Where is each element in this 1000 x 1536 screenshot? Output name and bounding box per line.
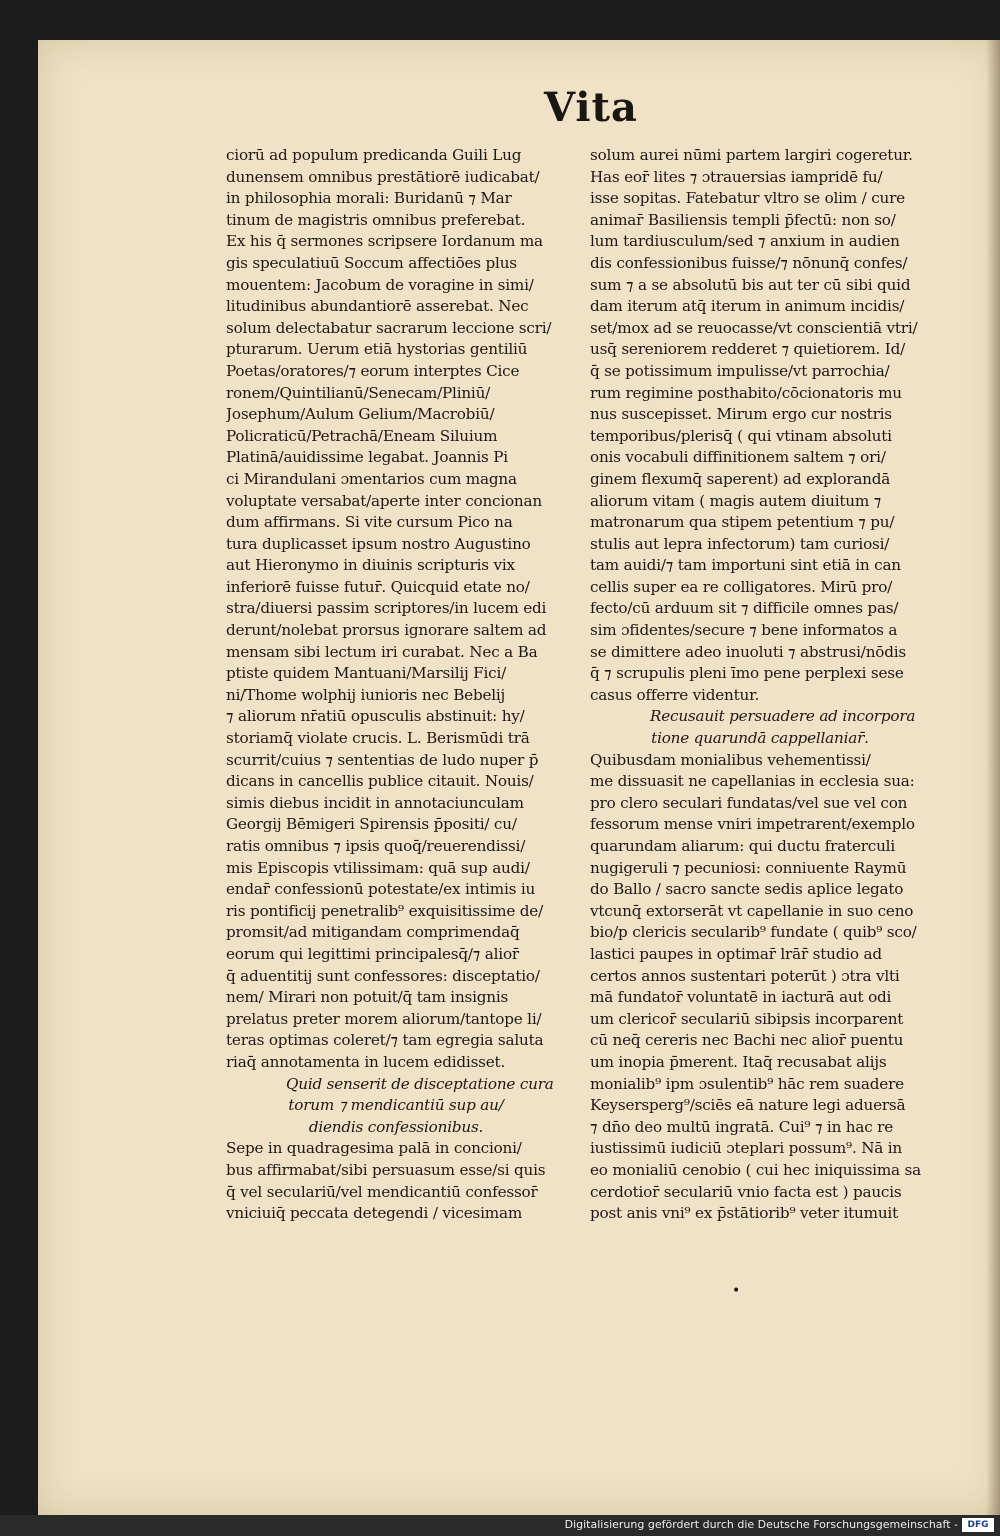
text-line: monialib⁹ ipm ɔsulentib⁹ hāc rem suadere bbox=[590, 1074, 904, 1093]
text-line: Josephum/Aulum Gelium/Macrobiū/ bbox=[226, 405, 495, 424]
text-line: dicans in cancellis publice citauit. Nouis/ bbox=[226, 772, 534, 791]
text-line: mā fundator̄ voluntatē in iacturā aut odi bbox=[590, 988, 892, 1007]
text-line: tinum de magistris omnibus preferebat. bbox=[226, 210, 526, 229]
text-line: aliorum vitam ( magis autem diuitum ⁊ bbox=[590, 491, 882, 510]
text-line: bus affirmabat/sibi persuasum esse/si quis bbox=[226, 1160, 546, 1179]
text-line: Quibusdam monialibus vehementissi/ bbox=[590, 750, 871, 769]
text-line: me dissuasit ne capellanias in ecclesia sua: bbox=[590, 772, 915, 791]
text-line: pturarum. Uerum etiā hystorias gentiliū bbox=[226, 340, 528, 359]
text-line: teras optimas coleret/⁊ tam egregia saluta bbox=[226, 1031, 544, 1050]
text-line: casus offerre videntur. bbox=[590, 685, 760, 704]
text-line: litudinibus abundantiorē asserebat. Nec bbox=[226, 297, 529, 316]
text-line: set/mox ad se reuocasse/vt conscientiā vtri/ bbox=[590, 318, 918, 337]
text-line: ronem/Quintilianū/Senecam/Pliniū/ bbox=[226, 383, 491, 402]
text-line: cerdotior̄ seculariū vnio facta est ) paucis bbox=[590, 1182, 902, 1201]
text-line: tam auidi/⁊ tam importuni sint etiā in can bbox=[590, 556, 901, 575]
text-line: ratis omnibus ⁊ ipsis quoq̄/reuerendissi/ bbox=[226, 837, 526, 855]
text-line: do Ballo / sacro sancte sedis aplice legato bbox=[590, 880, 904, 899]
text-line: ⁊ aliorum nr̄atiū opusculis abstinuit: hy/ bbox=[226, 707, 525, 726]
text-line: torum ⁊ mendicantiū sup au/ bbox=[288, 1096, 504, 1115]
text-line: solum delectabatur sacrarum leccione scri/ bbox=[226, 318, 552, 337]
text-line: isse sopitas. Fatebatur vltro se olim / cure bbox=[590, 189, 905, 208]
text-line: mouentem: Jacobum de voragine in simi/ bbox=[226, 275, 534, 294]
text-line: ciorū ad populum predicanda Guili Lug bbox=[226, 146, 522, 164]
text-line: lum tardiusculum/sed ⁊ anxium in audien bbox=[590, 232, 900, 251]
text-line: Recusauit persuadere ad incorpora bbox=[650, 707, 916, 726]
text-line: nem/ Mirari non potuit/q̄ tam insignis bbox=[226, 988, 509, 1007]
text-line: bio/p clericis secularib⁹ fundate ( quib⁹ sco/ bbox=[590, 923, 917, 942]
text-line: cū neq̄ cereris nec Bachi nec alior̄ puentu bbox=[590, 1031, 904, 1050]
text-line: aut Hieronymo in diuinis scripturis vix bbox=[226, 556, 515, 575]
text-line: onis vocabuli diffinitionem saltem ⁊ ori/ bbox=[590, 448, 886, 467]
text-line: Quid senserit de disceptatione cura bbox=[286, 1074, 554, 1093]
text-line: storiamq̄ violate crucis. L. Berismūdi trā bbox=[226, 729, 530, 748]
text-line: matronarum qua stipem petentium ⁊ pu/ bbox=[590, 513, 895, 532]
running-head: Vita bbox=[544, 84, 638, 131]
text-line: um clericor̄ seculariū sibipsis incorparent bbox=[590, 1009, 904, 1028]
text-line: voluptate versabat/aperte inter concionan bbox=[226, 491, 542, 510]
text-line: q̄ ⁊ scrupulis pleni īmo pene perplexi sese bbox=[590, 664, 904, 683]
text-line: sum ⁊ a se absolutū bis aut ter cū sibi quid bbox=[590, 275, 911, 294]
text-line: nugigeruli ⁊ pecuniosi: conniuente Raymū bbox=[590, 858, 907, 877]
text-line: mensam sibi lectum iri curabat. Nec a Ba bbox=[226, 642, 538, 661]
text-line: in philosophia morali: Buridanū ⁊ Mar bbox=[226, 189, 512, 208]
text-column-left bbox=[226, 145, 566, 1225]
text-line: endar̄ confessionū potestate/ex intimis iu bbox=[226, 880, 536, 899]
text-line: um inopia p̄merent. Itaq̄ recusabat alijs bbox=[590, 1052, 887, 1071]
text-line: inferiorē fuisse futur̄. Quicquid etate no/ bbox=[226, 577, 530, 596]
text-line: ⁊ dn̄o deo multū ingratā. Cui⁹ ⁊ in hac re bbox=[590, 1117, 894, 1136]
text-line: Poetas/oratores/⁊ eorum interptes Cice bbox=[226, 361, 520, 380]
text-line: eo monialiū cenobio ( cui hec iniquissima sa bbox=[590, 1160, 921, 1179]
text-line: Sepe in quadragesima palā in concioni/ bbox=[226, 1139, 522, 1158]
text-line: rum regimine posthabito/cōcionatoris mu bbox=[590, 383, 902, 402]
text-line: pro clero seculari fundatas/vel sue vel con bbox=[590, 793, 908, 812]
text-line: fessorum mense vniri impetrarent/exemplo bbox=[590, 815, 915, 834]
text-line: gis speculatiuū Soccum affectiōes plus bbox=[226, 253, 517, 272]
text-line: q̄ se potissimum impulisse/vt parrochia/ bbox=[590, 361, 890, 380]
text-line: post anis vni⁹ ex p̄stātiorib⁹ veter itumuit bbox=[590, 1204, 898, 1223]
text-line: animar̄ Basiliensis templi p̄fectū: non so/ bbox=[590, 210, 896, 229]
text-line: temporibus/plerisq̄ ( qui vtinam absoluti bbox=[590, 426, 892, 445]
text-line: tura duplicasset ipsum nostro Augustino bbox=[226, 534, 531, 553]
page-gutter-shadow bbox=[986, 40, 1000, 1515]
text-line: tione quarundā cappellaniar̄. bbox=[651, 729, 869, 748]
text-line: dum affirmans. Si vite cursum Pico na bbox=[226, 513, 513, 532]
text-line: Keysersperg⁹/sciēs eā nature legi aduersā bbox=[590, 1096, 906, 1115]
text-line: q̄ aduentitij sunt confessores: disceptatio/ bbox=[226, 966, 540, 985]
text-line: dunensem omnibus prestātiorē iudicabat/ bbox=[226, 167, 540, 186]
text-line: simis diebus incidit in annotaciunculam bbox=[226, 793, 524, 812]
text-line: solum aurei nūmi partem largiri cogeretur. bbox=[590, 146, 913, 164]
text-line: ni/Thome wolphij iunioris nec Bebelij bbox=[226, 685, 506, 704]
text-line: quarundam aliarum: qui ductu fraterculi bbox=[590, 837, 895, 855]
text-line: cellis super ea re colligatores. Mirū pro/ bbox=[590, 577, 893, 596]
text-line: derunt/nolebat prorsus ignorare saltem ad bbox=[226, 621, 547, 640]
text-line: riaq̄ annotamenta in lucem edidisset. bbox=[226, 1052, 506, 1071]
text-line: iustissimū iudiciū ɔteplari possum⁹. Nā in bbox=[590, 1139, 903, 1158]
text-line: prelatus preter morem aliorum/tantope li/ bbox=[226, 1009, 542, 1028]
text-line: eorum qui legittimi principalesq̄/⁊ alior̄ bbox=[226, 944, 519, 963]
text-line: certos annos sustentari poterūt ) ɔtra vlti bbox=[590, 966, 900, 985]
text-line: vtcunq̄ extorserāt vt capellanie in suo ceno bbox=[590, 901, 914, 920]
text-line: diendis confessionibus. bbox=[308, 1117, 484, 1136]
text-line: Policraticū/Petrachā/Eneam Siluium bbox=[226, 426, 498, 445]
text-line: Georgij Bēmigeri Spirensis p̄positi/ cu/ bbox=[226, 815, 517, 834]
text-line: nus suscepisset. Mirum ergo cur nostris bbox=[590, 405, 892, 424]
page-mark: • bbox=[732, 1283, 741, 1299]
text-line: dis confessionibus fuisse/⁊ nōnunq̄ confes/ bbox=[590, 253, 908, 272]
text-line: ptiste quidem Mantuani/Marsilij Fici/ bbox=[226, 664, 507, 683]
text-line: stulis aut lepra infectorum) tam curiosi/ bbox=[590, 534, 890, 553]
text-line: q̄ vel seculariū/vel mendicantiū confessor̄ bbox=[226, 1182, 538, 1201]
text-line: vniciuiq̄ peccata detegendi / vicesimam bbox=[226, 1204, 523, 1223]
text-line: stra/diuersi passim scriptores/in lucem edi bbox=[226, 599, 547, 618]
text-line: usq̄ sereniorem redderet ⁊ quietiorem. Id/ bbox=[590, 340, 906, 359]
text-line: fecto/cū arduum sit ⁊ difficile omnes pas/ bbox=[590, 599, 899, 618]
text-line: scurrit/cuius ⁊ sententias de ludo nuper p̄ bbox=[226, 750, 539, 769]
footer-bar bbox=[0, 1515, 1000, 1536]
dfg-logo: DFG bbox=[962, 1518, 994, 1532]
text-line: lastici paupes in optimar̄ lrār̄ studio ad bbox=[590, 944, 882, 963]
text-line: mis Episcopis vtilissimam: quā sup audi/ bbox=[226, 858, 530, 877]
text-line: Has eor̄ lites ⁊ ɔtrauersias iampridē fu/ bbox=[590, 167, 883, 186]
text-line: Ex his q̄ sermones scripsere Iordanum ma bbox=[226, 232, 543, 251]
footer-text: Digitalisierung gefördert durch die Deutsche Forschungsgemeinschaft - bbox=[564, 1518, 958, 1531]
text-line: ris pontificij penetralib⁹ exquisitissime de/ bbox=[226, 901, 543, 920]
text-line: ginem flexumq̄ saperent) ad explorandā bbox=[590, 469, 891, 488]
text-line: se dimittere adeo inuoluti ⁊ abstrusi/nōdis bbox=[590, 642, 907, 661]
text-line: promsit/ad mitigandam comprimendaq̄ bbox=[226, 923, 520, 942]
text-line: Platinā/auidissime legabat. Joannis Pi bbox=[226, 448, 508, 467]
text-column-right bbox=[590, 145, 930, 1225]
text-line: dam iterum atq̄ iterum in animum incidis/ bbox=[590, 297, 905, 316]
text-line: sim ɔfidentes/secure ⁊ bene informatos a bbox=[590, 621, 898, 640]
text-line: ci Mirandulani ɔmentarios cum magna bbox=[226, 469, 517, 488]
